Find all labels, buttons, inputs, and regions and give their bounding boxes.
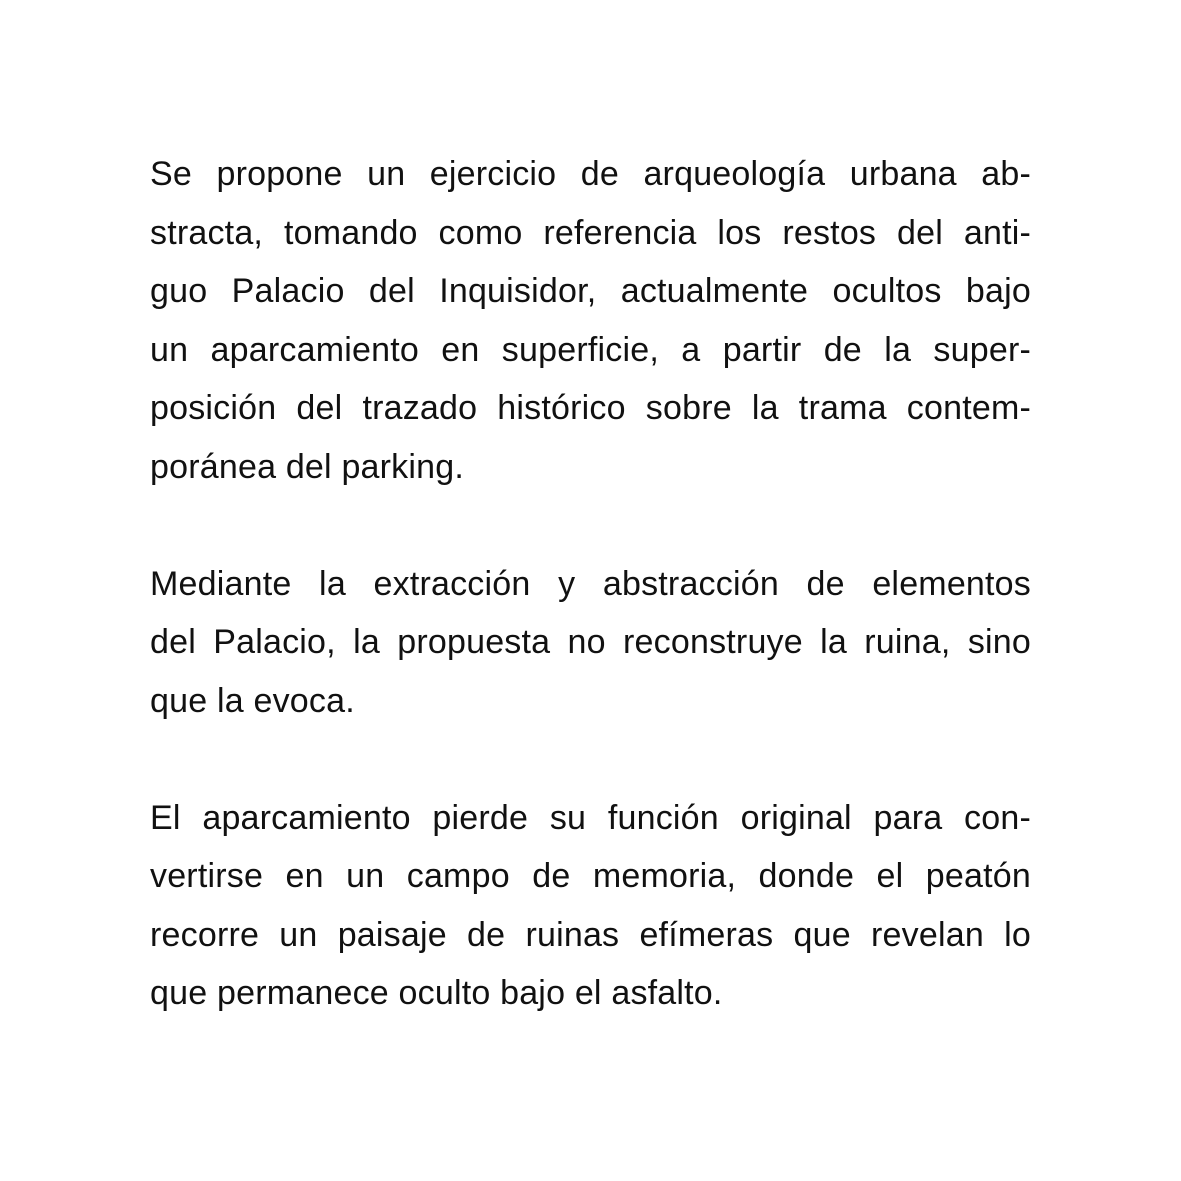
text-line: que la evoca. xyxy=(150,681,355,720)
paragraph-spacer xyxy=(150,496,1031,555)
text-line: Se propone un ejercicio de arqueología urbana ab- xyxy=(150,155,1031,193)
text-line: El aparcamiento pierde su función original para con- xyxy=(150,798,1031,837)
body-text xyxy=(150,145,1031,1023)
text-line: un aparcamiento en superficie, a partir de la super- xyxy=(150,330,1031,369)
paragraph-spacer xyxy=(150,730,1031,789)
text-line: que permanece oculto bajo el asfalto. xyxy=(150,974,723,1012)
text-line: stracta, tomando como referencia los restos del anti- xyxy=(150,213,1031,252)
text-line: del Palacio, la propuesta no reconstruye la ruina, sino xyxy=(150,623,1031,661)
paragraph xyxy=(150,789,1031,1023)
text-line: poránea del parking. xyxy=(150,447,465,486)
text-line: recorre un paisaje de ruinas efímeras que revelan lo xyxy=(150,915,1031,954)
text-line: Mediante la extracción y abstracción de elementos xyxy=(150,564,1031,603)
paragraph xyxy=(150,145,1031,496)
text-line: vertirse en un campo de memoria, donde el peatón xyxy=(150,857,1031,895)
text-line: posición del trazado histórico sobre la trama contem- xyxy=(150,389,1031,427)
paragraph xyxy=(150,555,1031,731)
text-line: guo Palacio del Inquisidor, actualmente ocultos bajo xyxy=(150,272,1031,310)
